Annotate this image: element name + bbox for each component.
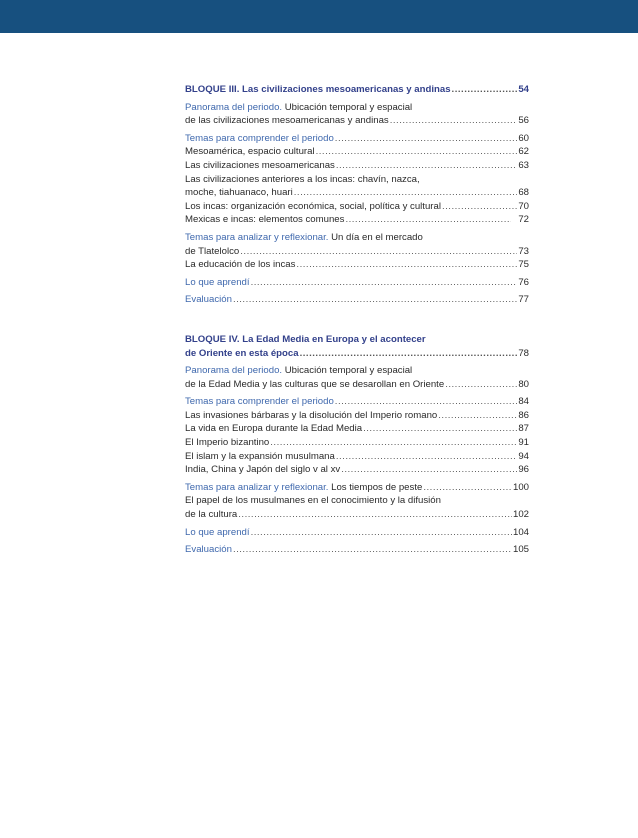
page-number: 86: [518, 409, 529, 421]
evaluacion-entry: [185, 293, 529, 307]
entry-text: de la Edad Media y las culturas que se desarollan en Oriente: [185, 378, 445, 390]
toc-entry-line: Las civilizaciones anteriores a los incas: chavín, nazca,: [185, 173, 420, 185]
table-of-contents: [185, 83, 529, 557]
panorama-line-2: [185, 378, 529, 392]
toc-entry: [185, 186, 529, 200]
page-number: 72: [518, 214, 529, 226]
page-number: 87: [518, 423, 529, 435]
toc-entry: [185, 245, 529, 259]
panorama-line: [185, 101, 529, 115]
leader-dots: [251, 276, 518, 290]
leader-dots: [238, 508, 512, 522]
page-number: 84: [518, 396, 529, 408]
toc-entry: [185, 258, 529, 272]
entry-text: Mexicas e incas: elementos comunes: [185, 214, 345, 226]
bloque-4-heading: [185, 333, 529, 360]
toc-entry-line: El papel de los musulmanes en el conocimiento y la difusión: [185, 495, 441, 507]
entry-text: Las invasiones bárbaras y la disolución del Imperio romano: [185, 409, 438, 421]
entry-text: India, China y Japón del siglo v al xv: [185, 464, 341, 476]
toc-entry: [185, 145, 529, 159]
leader-dots: [233, 543, 512, 557]
panorama-label: Panorama del periodo.: [185, 101, 283, 113]
page-number: 78: [518, 347, 529, 359]
temas-comprender-section: [185, 132, 529, 227]
leader-dots: [233, 293, 517, 307]
leader-dots: [300, 347, 518, 361]
leader-dots: [452, 83, 518, 97]
entry-text: Los incas: organización económica, social, política y cultural: [185, 200, 441, 212]
leader-dots: [294, 186, 518, 200]
leader-dots: [445, 378, 517, 392]
toc-entry: [185, 159, 529, 173]
entry-text: La vida en Europa durante la Edad Media: [185, 423, 363, 435]
bloque-3-title: BLOQUE III. Las civilizaciones mesoamericanas y andinas: [185, 84, 451, 95]
entry-text: Temas para comprender el periodo: [185, 396, 334, 408]
leader-dots: [296, 258, 517, 272]
evaluacion-entry: [185, 543, 529, 557]
page-number: 105: [512, 544, 529, 556]
toc-entry: [185, 200, 529, 214]
leader-dots: [316, 145, 518, 159]
entry-text: moche, tiahuanaco, huari: [185, 187, 293, 199]
toc-entry: [185, 508, 529, 522]
page-number: 62: [518, 146, 529, 158]
panorama-line: [185, 364, 529, 378]
entry-text: Mesoamérica, espacio cultural: [185, 146, 315, 158]
leader-dots: [336, 450, 517, 464]
header-bar: [0, 0, 638, 33]
page-number: 68: [518, 187, 529, 199]
analizar-text: Un día en el mercado: [328, 231, 423, 243]
page-number: 77: [518, 294, 529, 306]
bloque-4-title: BLOQUE IV. La Edad Media en Europa y el acontecer: [185, 333, 426, 345]
analizar-text: Los tiempos de peste: [328, 481, 423, 493]
toc-entry: [185, 463, 529, 477]
page-number: 100: [512, 481, 529, 493]
leader-dots: [390, 114, 518, 128]
entry-text: Lo que aprendí: [185, 526, 250, 538]
temas-analizar-line: [185, 231, 529, 245]
leader-dots: [363, 422, 517, 436]
lo-que-aprendi-entry: [185, 526, 529, 540]
lo-que-aprendi-entry: [185, 276, 529, 290]
page-number: 80: [518, 378, 529, 390]
leader-dots: [442, 200, 517, 214]
page-number: 70: [518, 200, 529, 212]
temas-analizar-section: [185, 481, 529, 522]
temas-analizar-section: [185, 231, 529, 272]
entry-text: de las civilizaciones mesoamericanas y andinas: [185, 115, 389, 127]
entry-text: La educación de los incas: [185, 259, 296, 271]
bloque-4-title-line-2: [185, 347, 529, 361]
toc-entry: [185, 409, 529, 423]
entry-text: El islam y la expansión musulmana: [185, 450, 335, 462]
entry-text: Temas para comprender el periodo: [185, 132, 334, 144]
analizar-label: Temas para analizar y reflexionar.: [185, 481, 329, 493]
panorama-text: Ubicación temporal y espacial: [282, 101, 413, 113]
page-number: 96: [518, 464, 529, 476]
panorama-text: Ubicación temporal y espacial: [282, 365, 413, 377]
entry-text: de Oriente en esta época: [185, 347, 299, 359]
page-number: 54: [518, 84, 529, 95]
entry-text: Evaluación: [185, 544, 232, 556]
leader-dots: [423, 481, 512, 495]
page-number: 73: [518, 245, 529, 257]
page-number: 91: [518, 437, 529, 449]
temas-comprender-heading: [185, 395, 529, 409]
toc-entry: [185, 422, 529, 436]
bloque-3-heading: [185, 83, 529, 97]
leader-dots: [438, 409, 517, 423]
entry-text: de la cultura: [185, 509, 238, 521]
toc-entry: [185, 450, 529, 464]
analizar-label: Temas para analizar y reflexionar.: [185, 231, 329, 243]
panorama-line-2: [185, 114, 529, 128]
page-number: 56: [518, 115, 529, 127]
entry-text: Evaluación: [185, 294, 232, 306]
toc-entry: [185, 213, 529, 227]
entry-text: El Imperio bizantino: [185, 437, 270, 449]
page-number: 104: [512, 526, 529, 538]
leader-dots: [341, 463, 517, 477]
entry-text: Las civilizaciones mesoamericanas: [185, 159, 335, 171]
page-number: 63: [518, 159, 529, 171]
page-number: 94: [518, 450, 529, 462]
panorama-label: Panorama del periodo.: [185, 365, 283, 377]
leader-dots: [345, 213, 511, 227]
entry-text: de Tlatelolco: [185, 245, 240, 257]
temas-analizar-line: [185, 481, 529, 495]
page-number: 102: [512, 509, 529, 521]
temas-comprender-section: [185, 395, 529, 477]
leader-dots: [240, 245, 517, 259]
page-number: 76: [518, 276, 529, 288]
toc-entry: [185, 436, 529, 450]
panorama-entry: [185, 101, 529, 128]
leader-dots: [251, 526, 512, 540]
panorama-entry: [185, 364, 529, 391]
leader-dots: [335, 395, 518, 409]
leader-dots: [336, 159, 517, 173]
entry-text: Lo que aprendí: [185, 276, 250, 288]
leader-dots: [335, 132, 518, 146]
page-number: 75: [518, 259, 529, 271]
temas-comprender-heading: [185, 132, 529, 146]
leader-dots: [270, 436, 517, 450]
page-number: 60: [518, 132, 529, 144]
